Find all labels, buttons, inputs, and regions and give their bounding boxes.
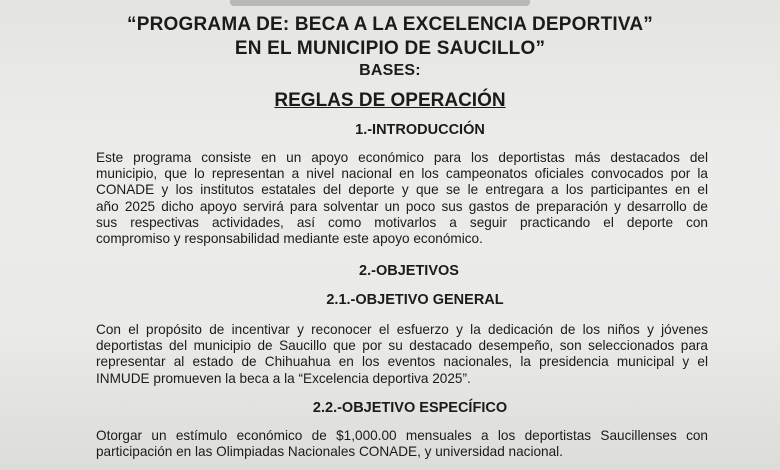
objectives-heading: 2.-OBJETIVOS bbox=[359, 263, 459, 279]
paragraph-line: Este programa consiste en un apoyo económico para los deportistas más destacados del bbox=[96, 150, 708, 165]
paragraph-line: municipio, que lo representan a nivel nacional en los campeonatos oficiales convocados por la bbox=[96, 166, 708, 182]
specific-objective-paragraph bbox=[96, 428, 708, 460]
paragraph-line: Con el propósito de incentivar y reconocer el esfuerzo y la dedicación de los niños y jóvenes bbox=[96, 322, 708, 337]
top-edge-strip bbox=[230, 0, 530, 6]
bases-label: BASES: bbox=[359, 62, 421, 79]
general-objective-heading: 2.1.-OBJETIVO GENERAL bbox=[326, 292, 504, 308]
paragraph-line: compromiso y responsabilidad mediante este apoyo económico. bbox=[96, 231, 483, 247]
intro-heading: 1.-INTRODUCCIÓN bbox=[355, 122, 485, 138]
paragraph-line: participación en las Olimpiadas Nacionales CONADE, y universidad nacional. bbox=[96, 444, 563, 460]
paragraph-line: deportistas del municipio de Saucillo que por su destacado desempeño, son seleccionados para bbox=[96, 338, 708, 354]
intro-paragraph bbox=[96, 150, 708, 247]
general-objective-paragraph bbox=[96, 322, 708, 387]
paragraph-line: Otorgar un estímulo económico de $1,000.00 mensuales a los deportistas Saucillenses con bbox=[96, 428, 708, 443]
rules-heading: REGLAS DE OPERACIÓN bbox=[274, 90, 506, 111]
specific-objective-heading: 2.2.-OBJETIVO ESPECÍFICO bbox=[312, 400, 508, 416]
paragraph-line: sus respectivas actividades, así como motivarlos a seguir practicando el deporte con bbox=[96, 214, 708, 230]
paragraph-line: representar al estado de Chihuahua en los eventos nacionales, la presidencia municipal y el bbox=[96, 354, 708, 370]
paragraph-line: año 2025 dicho apoyo servirá para solventar un poco sus gastos de preparación y desarrollo de bbox=[96, 198, 708, 214]
program-subtitle: EN EL MUNICIPIO DE SAUCILLO” bbox=[234, 38, 546, 59]
paragraph-line: CONADE y los institutos estatales del deporte y que se le entregara a los participantes en el bbox=[96, 182, 708, 198]
paragraph-line: INMUDE promueven la beca a la “Excelencia deportiva 2025”. bbox=[96, 370, 471, 386]
program-title: “PROGRAMA DE: BECA A LA EXCELENCIA DEPORTIVA” bbox=[127, 14, 653, 35]
